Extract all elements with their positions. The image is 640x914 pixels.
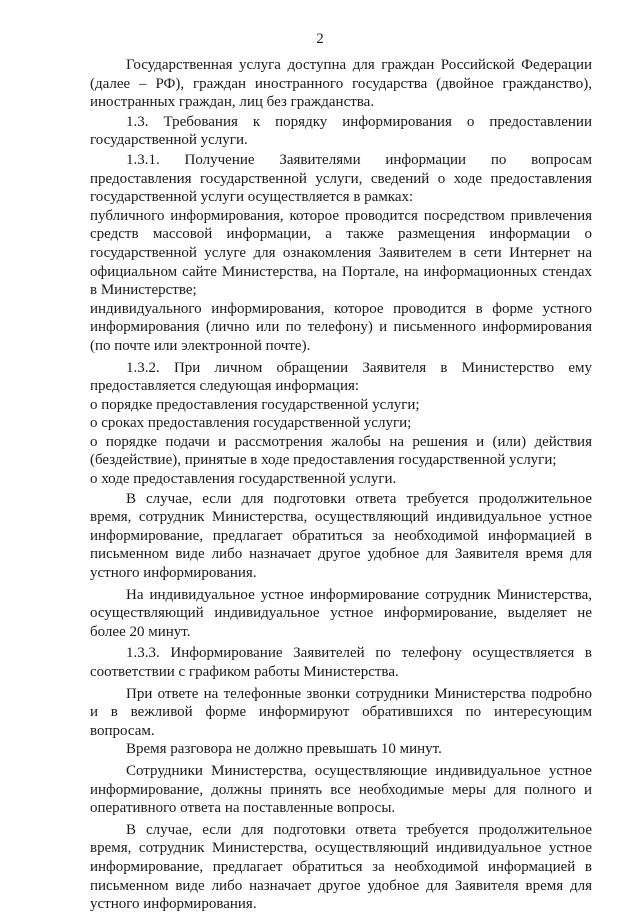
paragraph-time-limit-20: На индивидуальное устное информирование сотрудник Министерства, осуществляющий индивидуальное устное информирование, выделяет не более 20 минут. bbox=[90, 586, 592, 640]
paragraph-individual-informing: индивидуального информирования, которое проводится в форме устного информирования (лично или по телефону) и письменного информирования (по почте или электронной почте). bbox=[90, 300, 592, 354]
list-item-progress: о ходе предоставления государственной услуги. bbox=[90, 471, 397, 488]
paragraph-long-answer-1: В случае, если для подготовки ответа требуется продолжительное время, сотрудник Министерства, осуществляющий индивидуальное устное информирование, предлагает обратиться за необходимой информацией в письменном виде либо назначает другое удобное для Заявителя время для устного информирования. bbox=[90, 490, 592, 582]
list-item-procedure: о порядке предоставления государственной услуги; bbox=[90, 396, 420, 413]
paragraph-1-3-2: 1.3.2. При личном обращении Заявителя в Министерство ему предоставляется следующая информация: bbox=[90, 359, 592, 395]
list-item-complaints: о порядке подачи и рассмотрения жалобы на решения и (или) действия (бездействие), принятые в ходе предоставления государственной услуги; bbox=[90, 433, 592, 469]
paragraph-staff-duties: Сотрудники Министерства, осуществляющие индивидуальное устное информирование, должны принять все необходимые меры для полного и оперативного ответа на поставленные вопросы. bbox=[90, 762, 592, 817]
paragraph-1-3-1: 1.3.1. Получение Заявителями информации по вопросам предоставления государственной услуги, сведений о ходе предоставления государственной услуги осуществляется в рамках: bbox=[90, 151, 592, 206]
paragraph-eligibility: Государственная услуга доступна для граждан Российской Федерации (далее – РФ), граждан иностранного государства (двойное гражданство), иностранных граждан, лиц без гражданства. bbox=[90, 57, 592, 111]
document-body bbox=[90, 56, 592, 914]
paragraph-public-informing: публичного информирования, которое проводится посредством привлечения средств массовой информации, а также размещения информации о государственной услуге для ознакомления Заявителем в сети Интернет на официальном сайте Министерства, на Портале, на информационных стендах в Министерстве; bbox=[90, 207, 592, 299]
paragraph-long-answer-2: В случае, если для подготовки ответа требуется продолжительное время, сотрудник Министерства, осуществляющий индивидуальное устное информирование, предлагает обратиться за необходимой информацией в письменном виде либо назначает другое удобное для Заявителя время для устного информирования. bbox=[90, 821, 592, 913]
paragraph-time-limit-10: Время разговора не должно превышать 10 минут. bbox=[126, 741, 442, 758]
section-heading-1-3: 1.3. Требования к порядку информирования о предоставлении государственной услуги. bbox=[90, 113, 592, 149]
list-item-terms: о сроках предоставления государственной услуги; bbox=[90, 415, 412, 432]
paragraph-phone-answers: При ответе на телефонные звонки сотрудники Министерства подробно и в вежливой форме информируют обратившихся по интересующим вопросам. bbox=[90, 685, 592, 739]
paragraph-1-3-3: 1.3.3. Информирование Заявителей по телефону осуществляется в соответствии с графиком работы Министерства. bbox=[90, 645, 592, 680]
page-number: 2 bbox=[316, 31, 324, 47]
